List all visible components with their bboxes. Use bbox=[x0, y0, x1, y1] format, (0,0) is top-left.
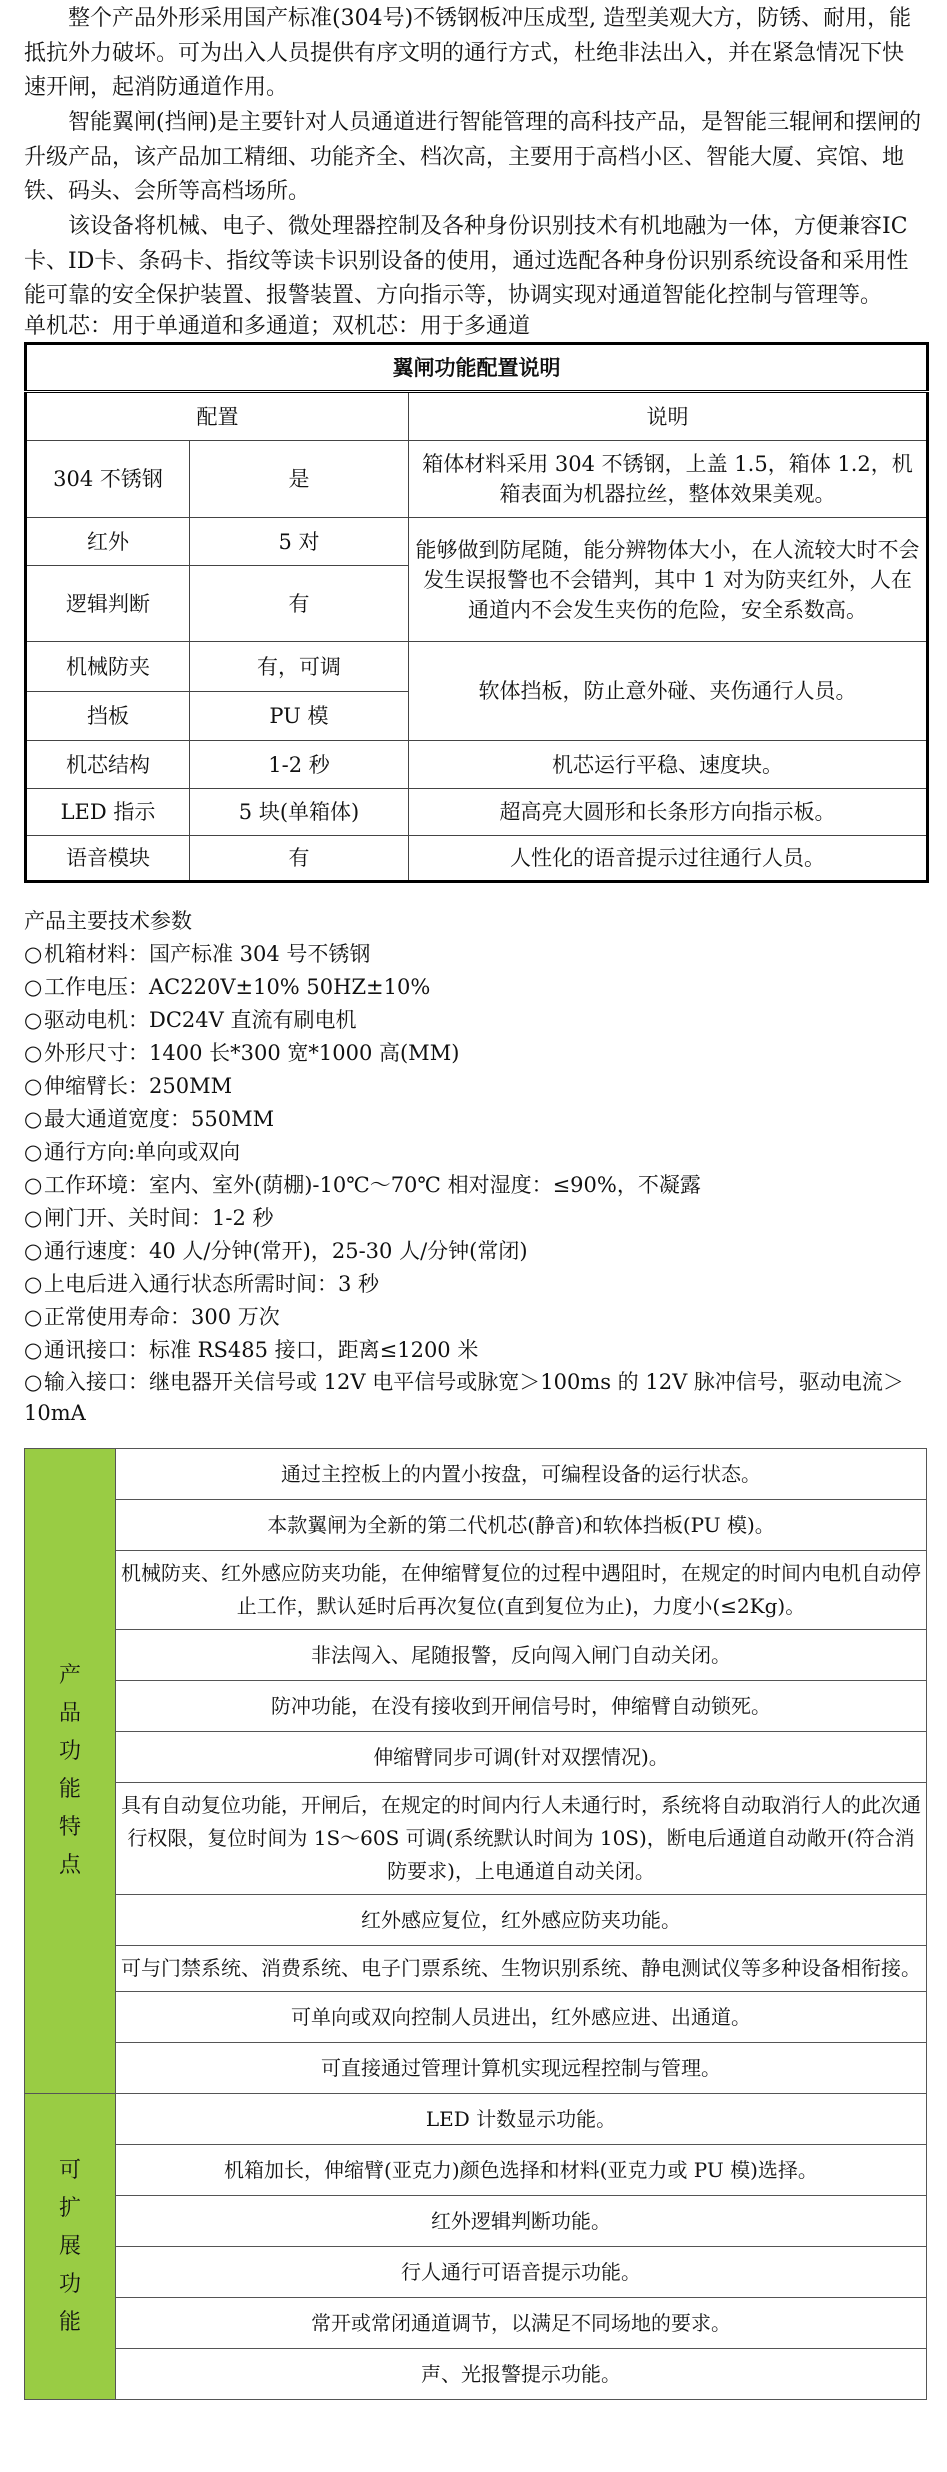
config-item: 机芯结构 bbox=[26, 741, 190, 789]
feature-item: 可直接通过管理计算机实现远程控制与管理。 bbox=[116, 2043, 927, 2094]
intro-paragraph-1: 整个产品外形采用国产标准(304号)不锈钢板冲压成型, 造型美观大方，防锈、耐用，能抵抗外力破坏。可为出入人员提供有序文明的通行方式，杜绝非法出入，并在紧急情况下快速开闸，起消防通道作用。 bbox=[24, 6, 912, 100]
feature-item: 通过主控板上的内置小按盘，可编程设备的运行状态。 bbox=[116, 1449, 927, 1500]
bullet-circle-icon: ○ bbox=[24, 1041, 43, 1065]
config-value: 有，可调 bbox=[190, 642, 409, 692]
feature-item: 常开或常闭通道调节，以满足不同场地的要求。 bbox=[116, 2298, 927, 2349]
feature-item: 本款翼闸为全新的第二代机芯(静音)和软体挡板(PU 模)。 bbox=[116, 1500, 927, 1551]
config-item: 304 不锈钢 bbox=[26, 441, 190, 518]
config-table-title: 翼闸功能配置说明 bbox=[26, 344, 928, 392]
feature-item: 可单向或双向控制人员进出，红外感应进、出通道。 bbox=[116, 1992, 927, 2043]
bullet-circle-icon: ○ bbox=[24, 1239, 43, 1263]
param-item: ○外形尺寸：1400 长*300 宽*1000 高(MM) bbox=[24, 1037, 924, 1070]
category-expandable-features: 可扩展功能 bbox=[25, 2094, 116, 2400]
feature-table bbox=[24, 1448, 927, 2400]
feature-item: 机械防夹、红外感应防夹功能，在伸缩臂复位的过程中遇阻时，在规定的时间内电机自动停止工作，默认延时后再次复位(直到复位为止)，力度小(≤2Kg)。 bbox=[116, 1551, 927, 1630]
category-product-features: 产品功能特点 bbox=[25, 1449, 116, 2094]
bullet-circle-icon: ○ bbox=[24, 1074, 43, 1098]
bullet-circle-icon: ○ bbox=[24, 975, 43, 999]
params-title: 产品主要技术参数 bbox=[24, 909, 192, 933]
config-value: PU 模 bbox=[190, 692, 409, 741]
param-item: ○上电后进入通行状态所需时间：3 秒 bbox=[24, 1268, 924, 1301]
config-value: 是 bbox=[190, 441, 409, 518]
param-item: ○通行速度：40 人/分钟(常开)，25-30 人/分钟(常闭) bbox=[24, 1235, 924, 1268]
feature-item: 红外感应复位，红外感应防夹功能。 bbox=[116, 1895, 927, 1946]
config-desc: 箱体材料采用 304 不锈钢，上盖 1.5，箱体 1.2，机箱表面为机器拉丝，整体效果美观。 bbox=[409, 441, 928, 518]
config-table bbox=[24, 342, 929, 883]
bullet-circle-icon: ○ bbox=[24, 1305, 43, 1329]
config-desc: 能够做到防尾随，能分辨物体大小，在人流较大时不会发生误报警也不会错判，其中 1 对为防夹红外，人在通道内不会发生夹伤的危险，安全系数高。 bbox=[409, 518, 928, 642]
config-desc: 人性化的语音提示过往通行人员。 bbox=[409, 836, 928, 882]
feature-item: 可与门禁系统、消费系统、电子门票系统、生物识别系统、静电测试仪等多种设备相衔接。 bbox=[116, 1946, 927, 1992]
feature-item: 行人通行可语音提示功能。 bbox=[116, 2247, 927, 2298]
feature-item: 防冲功能，在没有接收到开闸信号时，伸缩臂自动锁死。 bbox=[116, 1681, 927, 1732]
bullet-circle-icon: ○ bbox=[24, 1272, 43, 1296]
config-item: 逻辑判断 bbox=[26, 566, 190, 642]
param-item: ○闸门开、关时间：1-2 秒 bbox=[24, 1202, 924, 1235]
bullet-circle-icon: ○ bbox=[24, 1206, 43, 1230]
param-item: ○最大通道宽度：550MM bbox=[24, 1103, 924, 1136]
config-item: 语音模块 bbox=[26, 836, 190, 882]
feature-item: 具有自动复位功能，开闸后，在规定的时间内行人未通行时，系统将自动取消行人的此次通行权限，复位时间为 1S～60S 可调(系统默认时间为 10S)，断电后通道自动敞开(符合消防要求)，上电通道自动关闭。 bbox=[116, 1783, 927, 1895]
feature-item: 红外逻辑判断功能。 bbox=[116, 2196, 927, 2247]
config-value: 有 bbox=[190, 836, 409, 882]
header-config: 配置 bbox=[26, 392, 409, 441]
intro-paragraph-2: 智能翼闸(挡闸)是主要针对人员通道进行智能管理的高科技产品，是智能三辊闸和摆闸的升级产品，该产品加工精细、功能齐全、档次高，主要用于高档小区、智能大厦、宾馆、地铁、码头、会所等高档场所。 bbox=[24, 110, 922, 204]
config-item: 挡板 bbox=[26, 692, 190, 741]
params-list bbox=[24, 938, 924, 1429]
bullet-circle-icon: ○ bbox=[24, 1173, 43, 1197]
bullet-circle-icon: ○ bbox=[24, 1370, 43, 1394]
feature-item: 声、光报警提示功能。 bbox=[116, 2349, 927, 2400]
param-item: ○输入接口：继电器开关信号或 12V 电平信号或脉宽＞100ms 的 12V 脉冲信号，驱动电流＞10mA bbox=[24, 1367, 924, 1429]
param-item: ○正常使用寿命：300 万次 bbox=[24, 1301, 924, 1334]
bullet-circle-icon: ○ bbox=[24, 1338, 43, 1362]
config-value: 5 块(单箱体) bbox=[190, 789, 409, 836]
config-item: 红外 bbox=[26, 518, 190, 566]
bullet-circle-icon: ○ bbox=[24, 942, 43, 966]
bullet-circle-icon: ○ bbox=[24, 1008, 43, 1032]
param-item: ○驱动电机：DC24V 直流有刷电机 bbox=[24, 1004, 924, 1037]
intro-paragraph-3: 该设备将机械、电子、微处理器控制及各种身份识别技术有机地融为一体，方便兼容IC卡、ID卡、条码卡、指纹等读卡识别设备的使用，通过选配各种身份识别系统设备和采用性能可靠的安全保护装置、报警装置、方向指示等，协调实现对通道智能化控制与管理等。 bbox=[24, 214, 909, 308]
bullet-circle-icon: ○ bbox=[24, 1140, 43, 1164]
param-item: ○通讯接口：标准 RS485 接口，距离≤1200 米 bbox=[24, 1334, 924, 1367]
param-item: ○通行方向:单向或双向 bbox=[24, 1136, 924, 1169]
header-desc: 说明 bbox=[409, 392, 928, 441]
feature-item: 伸缩臂同步可调(针对双摆情况)。 bbox=[116, 1732, 927, 1783]
feature-item: 机箱加长，伸缩臂(亚克力)颜色选择和材料(亚克力或 PU 模)选择。 bbox=[116, 2145, 927, 2196]
core-note: 单机芯：用于单通道和多通道；双机芯：用于多通道 bbox=[24, 314, 531, 339]
config-value: 5 对 bbox=[190, 518, 409, 566]
param-item: ○工作电压：AC220V±10% 50HZ±10% bbox=[24, 971, 924, 1004]
config-desc: 机芯运行平稳、速度块。 bbox=[409, 741, 928, 789]
bullet-circle-icon: ○ bbox=[24, 1107, 43, 1131]
feature-item: 非法闯入、尾随报警，反向闯入闸门自动关闭。 bbox=[116, 1630, 927, 1681]
param-item: ○伸缩臂长：250MM bbox=[24, 1070, 924, 1103]
feature-item: LED 计数显示功能。 bbox=[116, 2094, 927, 2145]
config-desc: 软体挡板，防止意外碰、夹伤通行人员。 bbox=[409, 642, 928, 741]
config-value: 有 bbox=[190, 566, 409, 642]
config-desc: 超高亮大圆形和长条形方向指示板。 bbox=[409, 789, 928, 836]
config-item: 机械防夹 bbox=[26, 642, 190, 692]
param-item: ○工作环境：室内、室外(荫棚)-10℃～70℃ 相对湿度：≤90%，不凝露 bbox=[24, 1169, 924, 1202]
config-item: LED 指示 bbox=[26, 789, 190, 836]
param-item: ○机箱材料：国产标准 304 号不锈钢 bbox=[24, 938, 924, 971]
config-value: 1-2 秒 bbox=[190, 741, 409, 789]
